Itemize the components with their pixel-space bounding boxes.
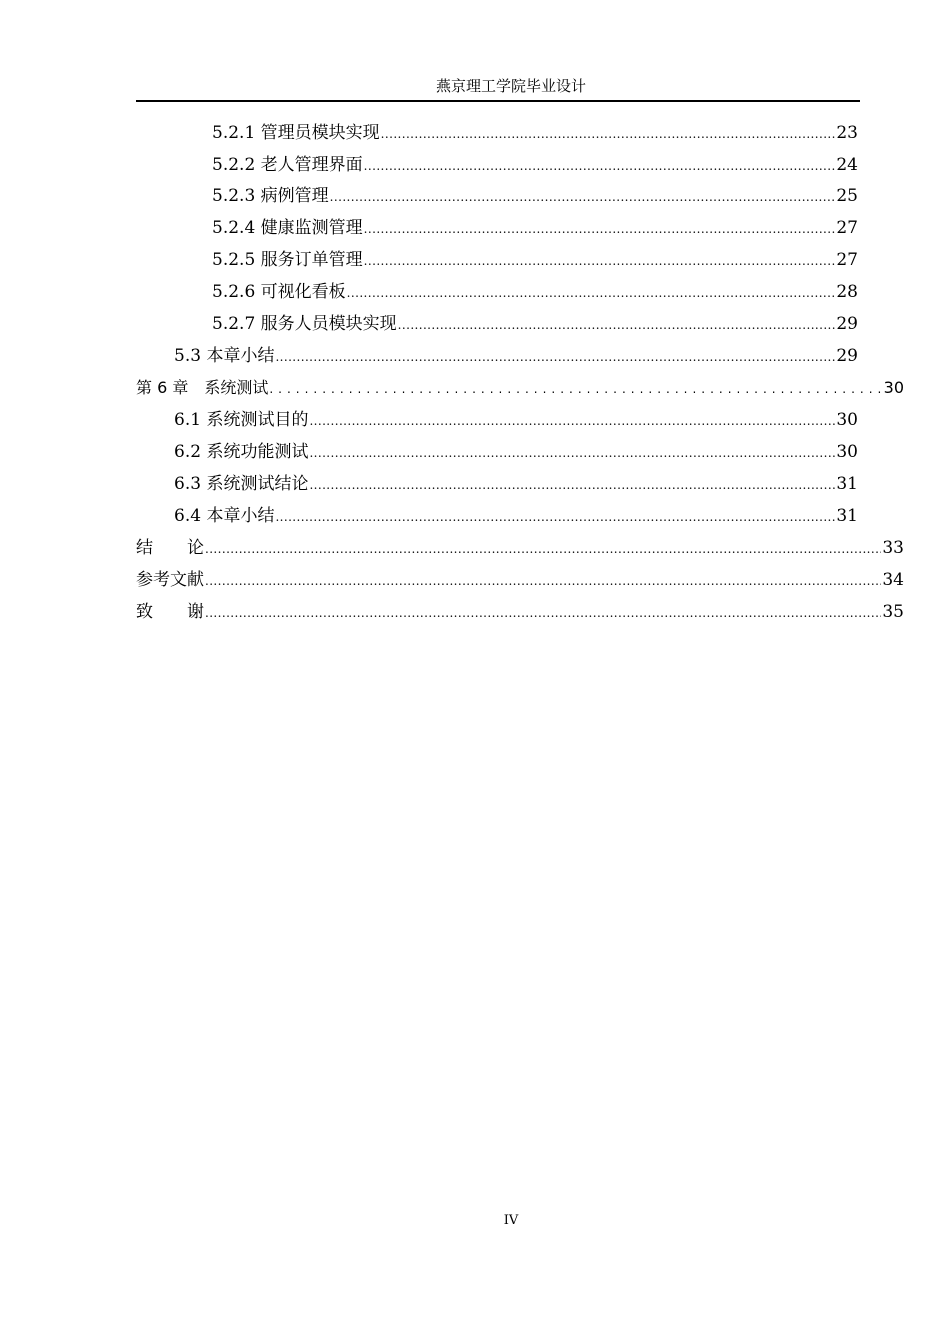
toc-entry-page: 24	[836, 155, 858, 175]
toc-entry-chapter-6	[136, 376, 904, 401]
toc-entry-5-2-6	[212, 280, 858, 305]
toc-entry-page: 31	[836, 474, 858, 494]
toc-leader-dots	[364, 154, 836, 178]
toc-entry-5-2-1	[212, 121, 858, 146]
toc-entry-5-2-7	[212, 312, 858, 337]
page-number: IV	[503, 1213, 519, 1228]
toc-leader-dots	[275, 345, 835, 369]
toc-leader-dots	[347, 281, 836, 305]
toc-entry-6-1	[174, 408, 858, 433]
toc-leader-dots	[205, 601, 881, 625]
toc-entry-page: 31	[836, 506, 858, 526]
toc-entry-5-3	[174, 344, 858, 369]
toc-entry-label: 6.1 系统测试目的	[174, 410, 309, 430]
toc-entry-conclusion	[136, 536, 904, 561]
toc-entry-label: 5.2.6 可视化看板	[212, 282, 346, 302]
toc-leader-dots	[309, 409, 835, 433]
toc-entry-label: 5.2.3 病例管理	[212, 186, 329, 206]
toc-leader-dots	[275, 505, 835, 529]
toc-entry-page: 27	[836, 218, 858, 238]
toc-entry-label: 5.2.7 服务人员模块实现	[212, 314, 397, 334]
toc-entry-label: 5.2.5 服务订单管理	[212, 250, 363, 270]
toc-entry-label: 参考文献	[136, 570, 204, 590]
toc-entry-label: 6.4 本章小结	[174, 506, 275, 526]
toc-entry-5-2-4	[212, 216, 858, 241]
toc-entry-label: 5.2.4 健康监测管理	[212, 218, 363, 238]
toc-entry-page: 30	[836, 410, 858, 430]
toc-entry-page: 29	[836, 314, 858, 334]
toc-entry-label: 致 谢	[136, 602, 204, 622]
toc-entry-6-2	[174, 440, 858, 465]
toc-leader-dots	[364, 249, 836, 273]
toc-entry-page: 25	[836, 186, 858, 206]
toc-entry-6-4	[174, 504, 858, 529]
toc-entry-page: 33	[882, 538, 904, 558]
toc-entry-references	[136, 568, 904, 593]
toc-entry-label: 5.2.1 管理员模块实现	[212, 123, 380, 143]
toc-entry-label: 第 6 章 系统测试	[136, 378, 269, 397]
toc-entry-page: 28	[836, 282, 858, 302]
toc-entry-label: 5.3 本章小结	[174, 346, 275, 366]
header-rule	[136, 100, 860, 102]
toc-entry-5-2-5	[212, 248, 858, 273]
toc-entry-5-2-3	[212, 184, 858, 209]
toc-entry-label: 6.3 系统测试结论	[174, 474, 309, 494]
toc-leader-dots	[309, 473, 835, 497]
toc-leader-dots	[330, 185, 836, 209]
toc-entry-label: 结 论	[136, 538, 204, 558]
toc-leader-dots	[269, 377, 882, 401]
toc-entry-label: 6.2 系统功能测试	[174, 442, 309, 462]
page-header-title: 燕京理工学院毕业设计	[435, 77, 586, 95]
toc-entry-page: 30	[883, 378, 904, 397]
toc-leader-dots	[205, 537, 881, 561]
toc-entry-6-3	[174, 472, 858, 497]
toc-entry-page: 30	[836, 442, 858, 462]
toc-entry-label: 5.2.2 老人管理界面	[212, 155, 363, 175]
toc-leader-dots	[364, 217, 836, 241]
toc-entry-page: 35	[882, 602, 904, 622]
toc-entry-acknowledgements	[136, 600, 904, 625]
toc-leader-dots	[309, 441, 835, 465]
toc-entry-page: 23	[836, 123, 858, 143]
toc-entry-5-2-2	[212, 153, 858, 178]
toc-leader-dots	[398, 313, 836, 337]
toc-entry-page: 34	[882, 570, 904, 590]
toc-leader-dots	[381, 122, 836, 146]
toc-leader-dots	[205, 569, 881, 593]
toc-entry-page: 27	[836, 250, 858, 270]
toc-entry-page: 29	[836, 346, 858, 366]
